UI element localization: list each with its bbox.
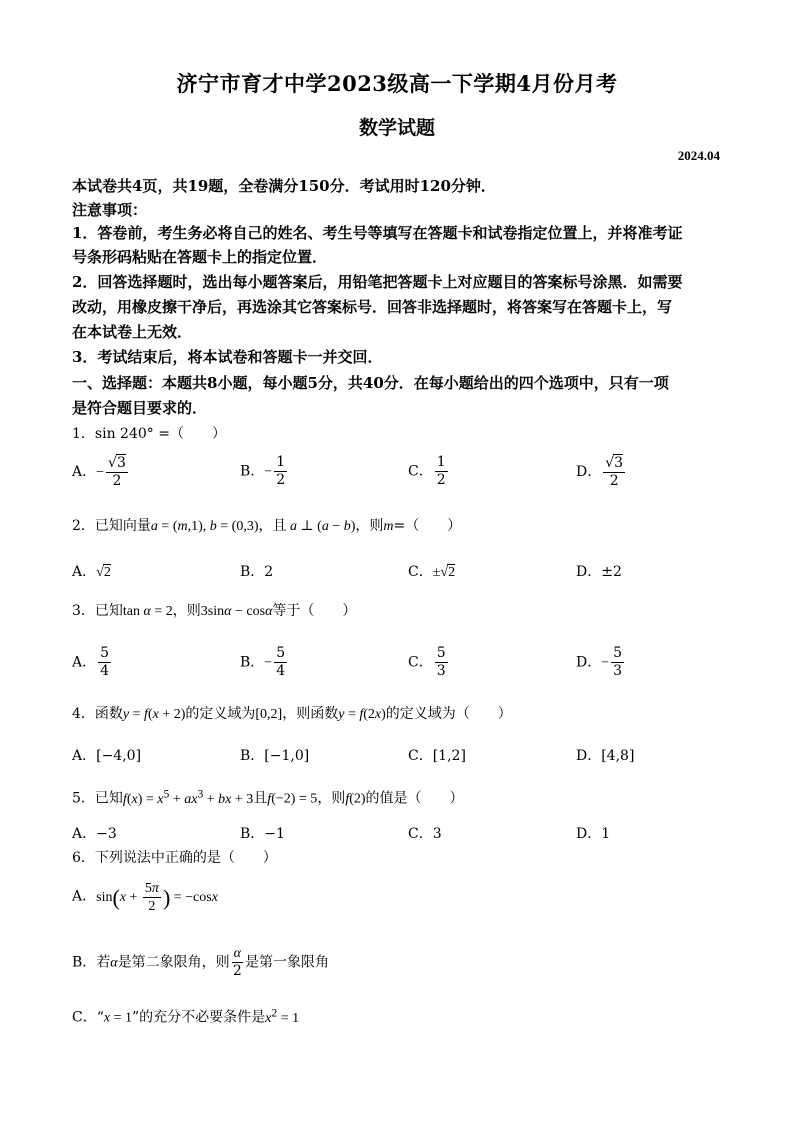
- question-5-option-a: A．−3: [72, 826, 117, 842]
- question-1-option-d: D． $\frac{√3}{2}$: [576, 455, 624, 489]
- question-2-option-b: B．2: [240, 564, 274, 580]
- section1-heading-1: 一、选择题：本题共8小题，每小题5分，共40分．在每小题给出的四个选项中，只有一项: [72, 374, 669, 392]
- question-3-stem: 3．已知tan α = 2，则3sinα − cosα等于（ ）: [72, 603, 357, 619]
- notes-title: 注意事项：: [72, 201, 148, 219]
- question-3-option-c: C． $\frac{5}{3}$: [408, 645, 446, 679]
- question-6-option-b: B．若α是第二象限角，则 $\frac{\alpha}{2}$ 是第一象限角: [72, 946, 330, 979]
- question-2-option-c: C．±√2: [408, 564, 456, 580]
- note-1b: 号条形码粘贴在答题卡上的指定位置．: [72, 248, 328, 266]
- question-6-stem: 6．下列说法中正确的是（ ）: [72, 850, 277, 866]
- question-6-option-a: A．sin(x + $\frac{5\pi}{2}$ ) = −cosx: [72, 881, 218, 914]
- note-1a: 1．答卷前，考生务必将自己的姓名、考生号等填写在答题卡和试卷指定位置上，并将准考证: [72, 224, 683, 242]
- question-5-option-d: D．1: [576, 826, 611, 842]
- question-3-option-b: B．− $\frac{5}{4}$: [240, 645, 286, 679]
- note-2c: 在本试卷上无效．: [72, 323, 193, 341]
- exam-title: 济宁市育才中学2023级高一下学期4月份月考: [176, 71, 618, 96]
- exam-subtitle: 数学试题: [358, 117, 435, 139]
- question-1-option-a: A．− $\frac{√3}{2}$: [72, 455, 126, 489]
- question-5-stem: 5．已知$f(x) = x^5 + ax^3$ + bx + 3且f(−2) = 5，则f(2)的值是（ ）: [72, 787, 464, 807]
- question-4-option-d: D．[4,8]: [576, 748, 635, 764]
- exam-date: 2024.04: [677, 148, 720, 163]
- question-1-option-b: B．− $\frac{1}{2}$: [240, 454, 286, 488]
- question-3-option-d: D．− $\frac{5}{3}$: [576, 645, 623, 679]
- question-5-option-b: B．−1: [240, 826, 285, 842]
- question-2-option-a: A．√2: [72, 564, 111, 580]
- note-2a: 2．回答选择题时，选出每小题答案后，用铅笔把答题卡上对应题目的答案标号涂黑．如需要: [72, 273, 683, 291]
- question-3-option-a: A． $\frac{5}{4}$: [72, 645, 110, 679]
- section1-heading-2: 是符合题目要求的．: [72, 399, 208, 417]
- question-4-option-b: B．[−1,0]: [240, 748, 310, 764]
- question-4-stem: 4．函数y = f(x + 2)的定义域为[0,2]，则函数y = f(2x)的定义域为（ ）: [72, 706, 512, 722]
- question-1-option-c: C． $\frac{1}{2}$: [408, 454, 446, 488]
- note-2b: 改动，用橡皮擦干净后，再选涂其它答案标号．回答非选择题时，将答案写在答题卡上，写: [72, 298, 673, 316]
- note-3: 3．考试结束后，将本试卷和答题卡一并交回．: [72, 348, 383, 366]
- question-4-option-a: A．[−4,0]: [72, 748, 142, 764]
- question-2-stem: 2．已知向量a = (m,1), b = (0,3)，且 a ⊥ (a − b)，则m=（ ）: [72, 518, 462, 534]
- question-5-option-c: C．3: [408, 826, 442, 842]
- exam-info: 本试卷共4页，共19题，全卷满分150分．考试用时120分钟．: [72, 177, 496, 195]
- question-1-stem: 1．sin 240° =（ ）: [72, 426, 226, 442]
- question-4-option-c: C．[1,2]: [408, 748, 466, 764]
- question-6-option-c: C．“x = 1”的充分不必要条件是$x^2 = 1$: [72, 1006, 300, 1026]
- question-2-option-d: D．±2: [576, 564, 622, 580]
